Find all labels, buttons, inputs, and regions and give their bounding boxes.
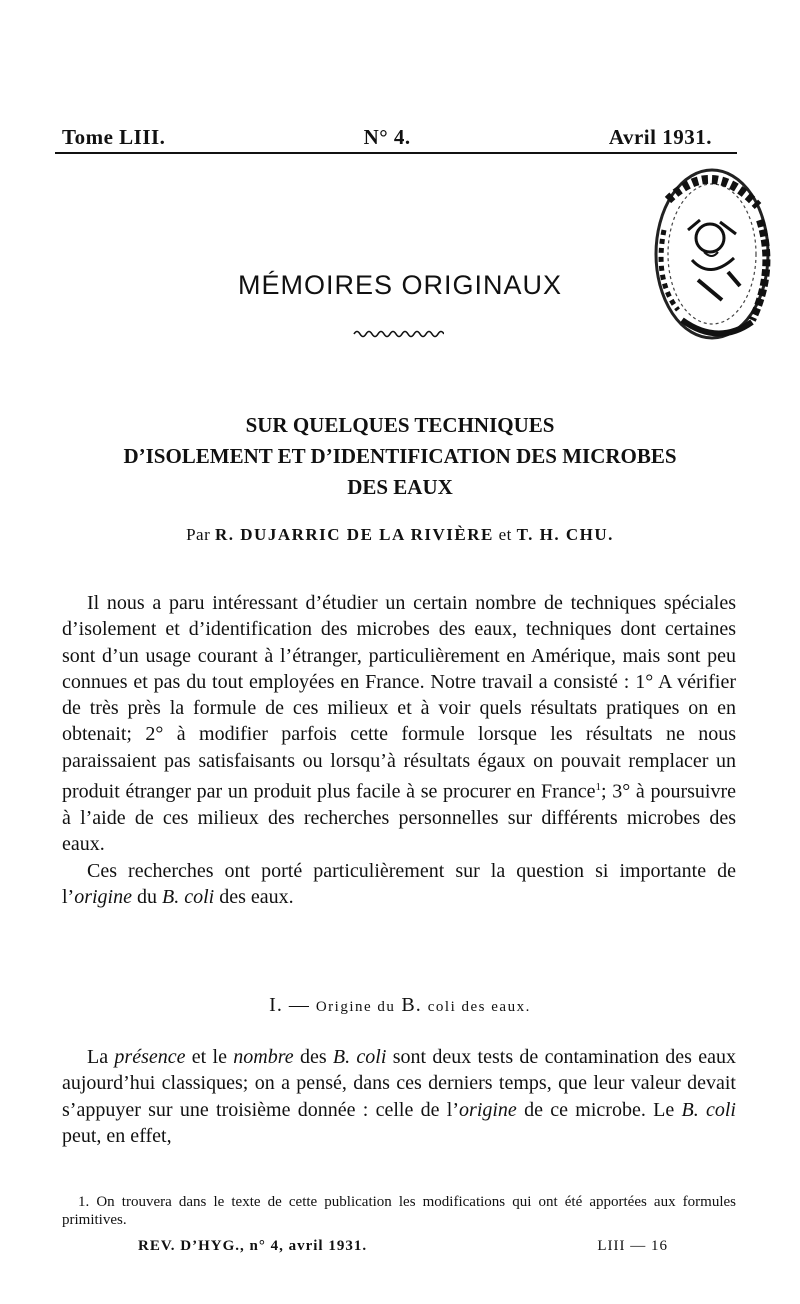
page-footer	[138, 1238, 668, 1255]
text-run: Ces recherches ont porté particulièrement sur la question si importante de l’	[62, 859, 736, 908]
text-run: de ce microbe. Le	[516, 1098, 682, 1121]
paragraph	[62, 1044, 736, 1149]
emphasis: B. coli	[681, 1098, 736, 1121]
body-text	[62, 590, 736, 910]
author-name: T. H. CHU.	[516, 525, 614, 544]
text-run: ; 3° à poursuivre à l’aide de ces milieux des recherches personnelles sur différents microbes des eaux.	[62, 780, 736, 856]
text-run: Il nous a paru intéressant d’étudier un certain nombre de techniques spéciales d’isolement et d’identification des microbes des eaux, techniques dont certaines sont d’un usage courant à l’étranger, particulièrement en Amérique, mais sont peu connues et pas du tout employées en France. Notre travail a consisté : 1° A vérifier de très près la formule de ces milieux et à voir quels résultats pratiques on en obtenait; 2° à modifier parfois cette formule lorsque les résultats ne nous paraissaient pas satisfaisants ou lorsqu’à résultats égaux on pouvait remplacer un produit étranger par un produit plus facile à se procurer en France	[62, 592, 736, 803]
footnote	[62, 1193, 736, 1229]
author-name: R. DUJARRIC DE LA RIVIÈRE	[214, 525, 494, 544]
footnote-text: 1. On trouvera dans le texte de cette publication les modifications qui ont été apportées aux formules primitives.	[62, 1194, 736, 1228]
page-number: LIII — 16	[597, 1238, 668, 1254]
text-run: peut, en effet,	[62, 1124, 172, 1147]
text-run: et le	[185, 1046, 234, 1068]
text-run: La	[87, 1046, 115, 1068]
issue-date: Avril 1931.	[608, 125, 712, 149]
text-run: Origine du	[315, 999, 396, 1015]
text-run: B.	[401, 994, 422, 1016]
section-title: MÉMOIRES ORIGINAUX	[237, 270, 563, 300]
issue-number: N° 4.	[363, 125, 411, 149]
article-title-line: D’ISOLEMENT ET D’IDENTIFICATION DES MICROBES	[123, 444, 677, 468]
header-rule	[55, 152, 737, 154]
emphasis: présence	[114, 1046, 186, 1068]
volume-label: Tome LIII.	[62, 125, 166, 149]
emphasis: B. coli	[332, 1046, 387, 1068]
body-text	[62, 1044, 736, 1149]
running-header	[62, 120, 712, 150]
article-title-line: DES EAUX	[347, 475, 453, 499]
emphasis: B. coli	[162, 885, 215, 908]
ornament-divider	[352, 326, 444, 342]
section-number: I. —	[269, 994, 310, 1016]
footnote-ref[interactable]: 1	[595, 781, 601, 794]
emphasis: origine	[459, 1098, 517, 1121]
text-run: des eaux.	[214, 885, 294, 908]
journal-citation: REV. D’HYG., n° 4, avril 1931.	[138, 1238, 368, 1254]
text-run: coli des eaux.	[427, 999, 531, 1015]
byline-prefix: Par	[186, 525, 211, 544]
byline	[0, 525, 800, 545]
emphasis: origine	[74, 885, 132, 908]
byline-conjunction: et	[498, 525, 512, 544]
paragraph	[62, 858, 736, 911]
article-title	[50, 410, 750, 503]
text-run: sont deux tests de contamination des eaux aujourd’hui classiques; on a pensé, dans ces derniers temps, que leur valeur devait s’appuyer sur une troisième donnée : celle de l’	[62, 1046, 737, 1121]
text-run: des	[293, 1046, 333, 1068]
section-heading	[0, 994, 800, 1017]
emphasis: nombre	[233, 1046, 294, 1068]
paragraph	[62, 590, 736, 858]
article-title-line: SUR QUELQUES TECHNIQUES	[245, 413, 555, 437]
library-stamp	[648, 160, 772, 346]
text-run: du	[132, 885, 162, 908]
